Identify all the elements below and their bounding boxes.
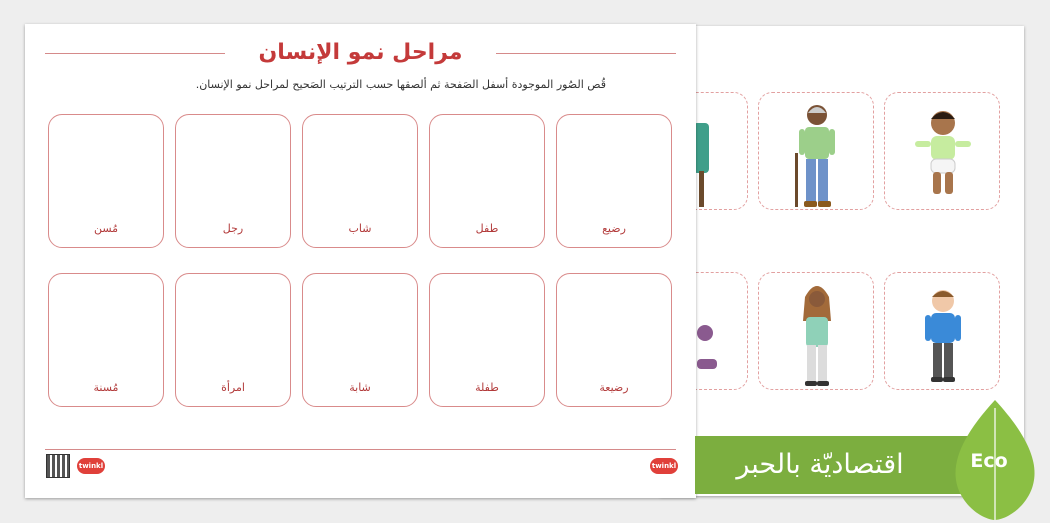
cut-card-young-woman[interactable] [758, 272, 874, 390]
eco-banner-text: اقتصاديّة بالحبر [736, 449, 904, 480]
worksheet-title: مراحل نمو الإنسان [258, 40, 463, 65]
baby-icon [885, 93, 1001, 211]
young-woman-hijab-icon [759, 273, 875, 391]
instruction-text: قُص الصُور الموجودة أسفل الصَفحة ثم ألصقها حسب الترتيب الصَحيح لمراحل نمو الإنسان. [195, 78, 606, 91]
stage-cell[interactable] [556, 273, 672, 407]
stage-label: مُسن [93, 222, 119, 235]
elderly-man-icon [759, 93, 875, 211]
worksheet-page [25, 24, 696, 498]
stage-cell[interactable] [48, 114, 164, 248]
stage-cell[interactable] [48, 273, 164, 407]
cut-card-elderly-man[interactable] [758, 92, 874, 210]
stage-cell[interactable] [556, 114, 672, 248]
stage-cell[interactable] [302, 114, 418, 248]
eco-badge-label: Eco [970, 450, 1008, 472]
cut-card-baby[interactable] [884, 92, 1000, 210]
stage-label: طفلة [475, 381, 499, 394]
stage-label: شاب [348, 222, 372, 235]
stage-cell[interactable] [429, 273, 545, 407]
stage-cell[interactable] [429, 114, 545, 248]
stage-cell[interactable] [175, 273, 291, 407]
stage-label: طفل [475, 222, 499, 235]
stage-cell[interactable] [175, 114, 291, 248]
twinkl-logo: twinkl [650, 458, 678, 474]
stage-cell[interactable] [302, 273, 418, 407]
stage-label: رضيعة [599, 381, 629, 394]
title-row [45, 36, 676, 70]
cut-card-boy[interactable] [884, 272, 1000, 390]
stage-label: رضيع [602, 222, 626, 235]
stage-label: رجل [222, 222, 244, 235]
stage-label: امرأة [221, 381, 245, 394]
twinkl-logo: twinkl [77, 458, 105, 474]
qr-code-icon [47, 455, 69, 477]
stage-label: مُسنة [93, 381, 119, 394]
footer-divider [45, 449, 676, 450]
stage-label: شابة [349, 381, 371, 394]
boy-icon [885, 273, 1001, 391]
